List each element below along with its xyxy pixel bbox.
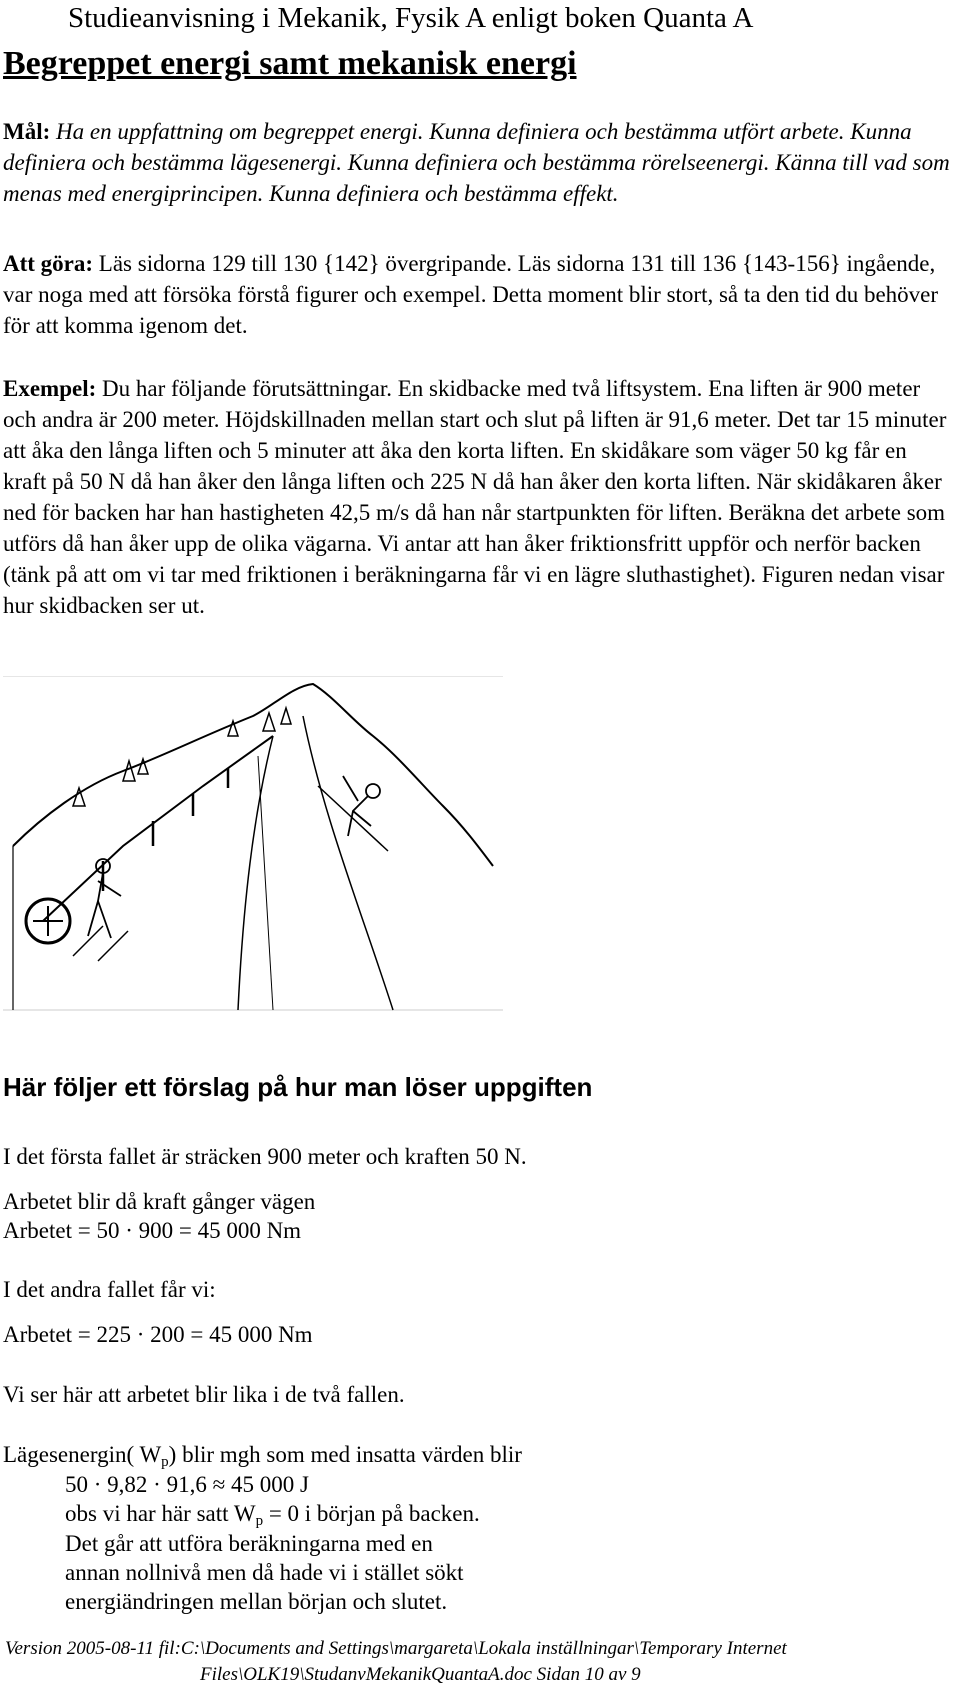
work-calculation-1: Arbetet = 50 · 900 = 45 000 Nm [3,1218,302,1243]
obs-subscript: p [255,1513,264,1529]
note-line-2: annan nollnivå men då hade vi i stället sökt [65,1560,464,1585]
example-paragraph [3,373,953,621]
footer-line-2: Files\OLK19\StudanvMekanikQuantaA.doc Sidan 10 av 9 [200,1664,641,1685]
solution-heading: Här följer ett förslag på hur man löser uppgiften [3,1072,593,1102]
potential-subscript: p [161,1454,169,1470]
note-line-1: Det går att utföra beräkningarna med en [65,1531,433,1556]
ski-slope-illustration [3,676,503,1011]
potential-energy-line [3,1440,522,1470]
obs-text-post: = 0 i början på backen. [263,1501,480,1526]
todo-text: Läs sidorna 129 till 130 {142} övergripande. Läs sidorna 131 till 136 {143-156} ingående, var noga med att försöka förstå figurer och exempel. Detta moment blir stort, så ta den tid du behöver för att komma igenom det. [3,251,939,338]
potential-text-pre: Lägesenergin( W [3,1442,162,1467]
obs-text-pre: obs vi har här satt W [65,1501,256,1526]
obs-line [65,1499,480,1529]
todo-paragraph [3,248,953,341]
document-title: Begreppet energi samt mekanisk energi [3,45,577,82]
goal-text: Ha en uppfattning om begreppet energi. Kunna definiera och bestämma utfört arbete. Kunna definiera och bestämma lägesenergi. Kunna definiera och bestämma rörelseenergi. Känna till vad som menas med energiprincipen. Kunna definiera och bestämma effekt. [3,119,950,206]
work-calculation-2: Arbetet = 225 · 200 = 45 000 Nm [3,1322,313,1347]
example-text: Du har följande förutsättningar. En skidbacke med två liftsystem. Ena liften är 900 meter och andra är 200 meter. Höjdskillnaden mellan start och slut på liften är 91,6 meter. Det tar 15 minuter att åka den långa liften och 5 minuter att åka den korta liften. En skidåkare som väger 50 kg får en kraft på 50 N då han åker den långa liften och 225 N då han åker den korta liften. När skidåkaren åker ned för backen har han hastigheten 42,5 m/s då han når startpunkten för liften. Beräkna det arbete som utförs då han åker upp de olika vägarna. Vi antar att han åker friktionsfritt uppför och nerför backen (tänk på att om vi tar med friktionen i beräkningarna får vi en lägre sluthastighet). Figuren nedan visar hur skidbacken ser ut. [3,376,947,618]
case1-text: I det första fallet är sträcken 900 meter och kraften 50 N. [3,1144,527,1169]
potential-calculation: 50 · 9,82 · 91,6 ≈ 45 000 J [65,1472,309,1497]
conclusion-text: Vi ser här att arbetet blir lika i de två fallen. [3,1382,405,1407]
goal-label: Mål: [3,119,51,144]
note-line-3: energiändringen mellan början och slutet. [65,1589,448,1614]
todo-label: Att göra: [3,251,94,276]
potential-text-post: ) blir mgh som med insatta värden blir [168,1442,522,1467]
example-label: Exempel: [3,376,97,401]
footer-line-1: Version 2005-08-11 fil:C:\Documents and Settings\margareta\Lokala inställningar\Temporary Internet [5,1638,787,1659]
running-header: Studieanvisning i Mekanik, Fysik A enligt boken Quanta A [68,2,754,34]
goal-paragraph [3,116,953,209]
work-definition: Arbetet blir då kraft gånger vägen [3,1189,316,1214]
case2-text: I det andra fallet får vi: [3,1277,216,1302]
